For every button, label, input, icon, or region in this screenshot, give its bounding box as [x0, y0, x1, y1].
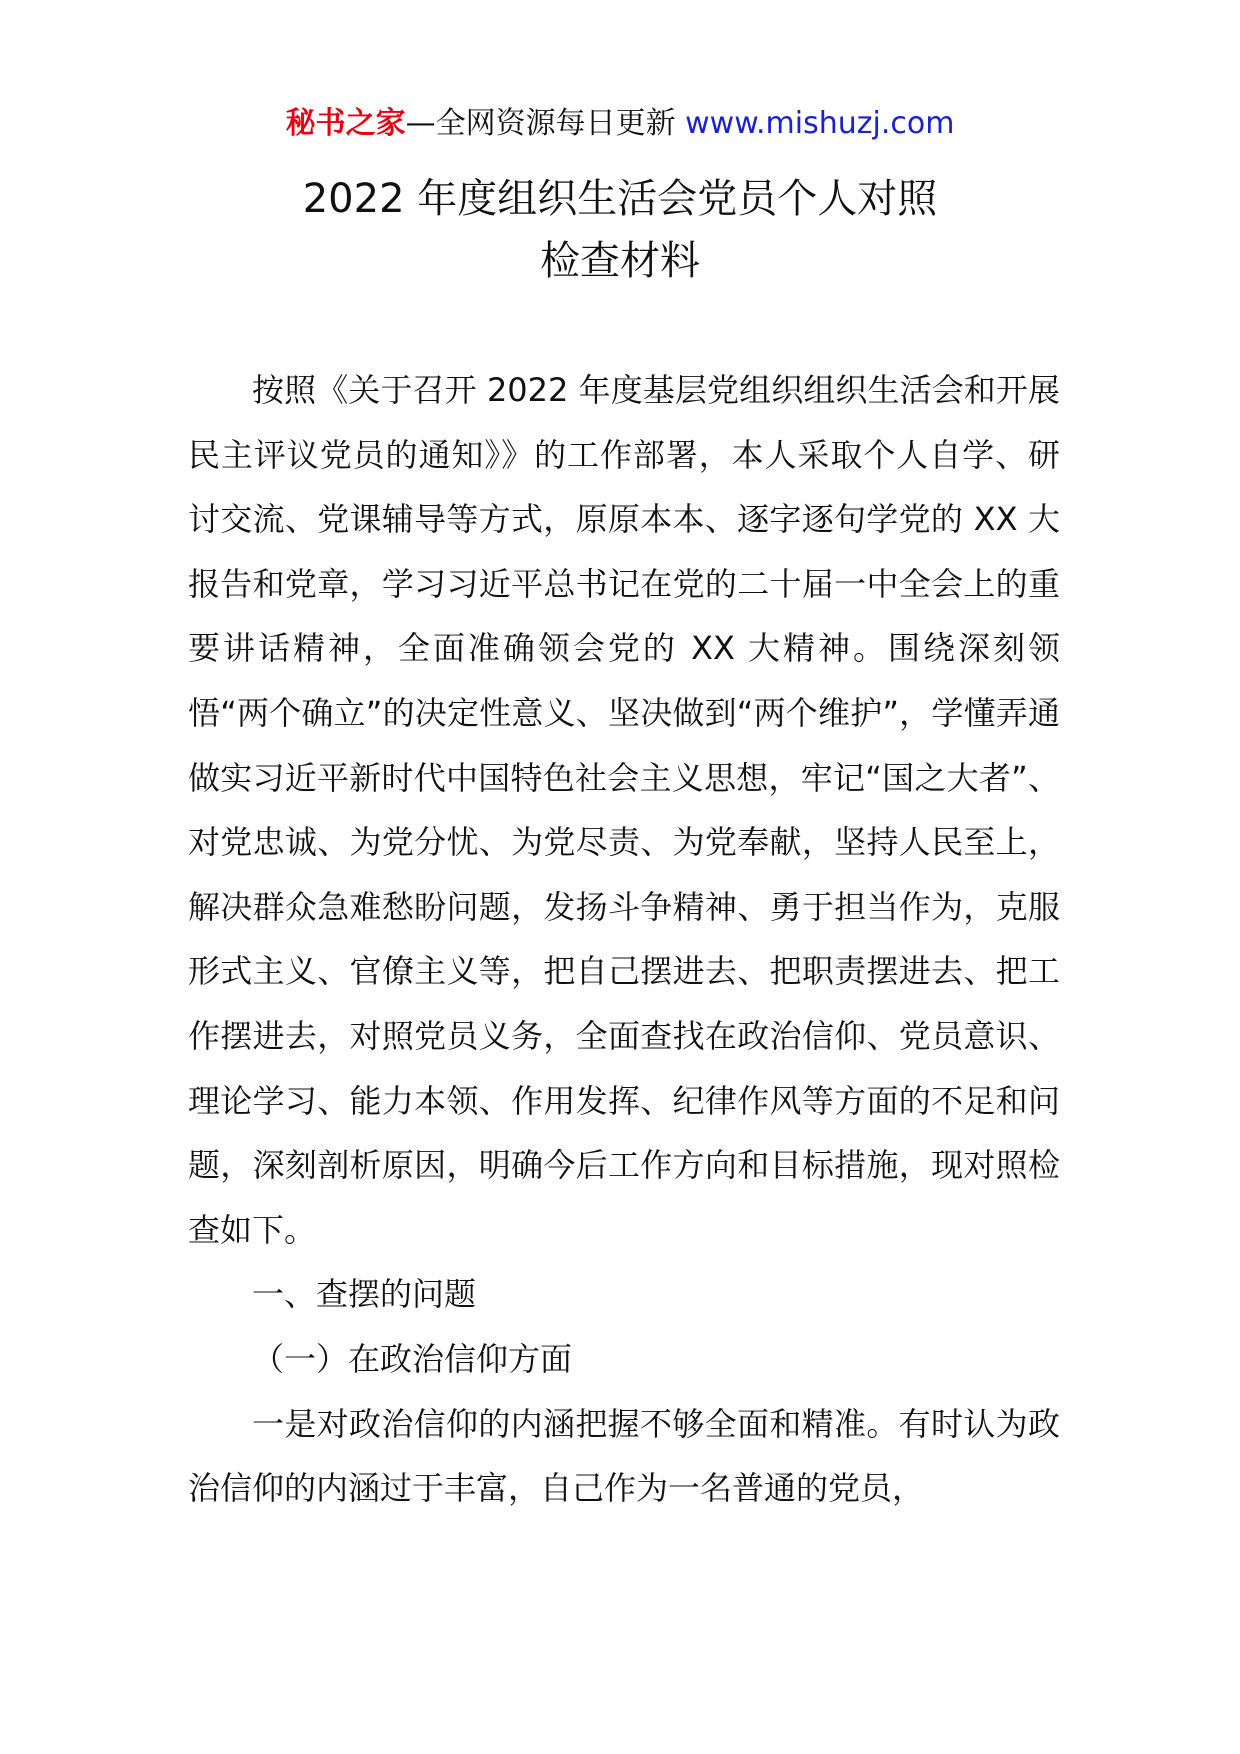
point-paragraph: 一是对政治信仰的内涵把握不够全面和精准。有时认为政治信仰的内涵过于丰富，自己作为一名普通的党员，: [188, 1404, 1060, 1508]
header-url-link[interactable]: www.mishuzj.com: [685, 106, 955, 141]
title-line-2: 检查材料: [540, 238, 700, 284]
site-header: [0, 104, 1240, 144]
brand-name: 秘书之家: [285, 106, 406, 141]
intro-paragraph: 按照《关于召开 2022 年度基层党组织组织生活会和开展民主评议党员的通知》》的工作部署，本人采取个人自学、研讨交流、党课辅导等方式，原原本本、逐字逐句学党的 XX 大报告和党章，学习习近平总书记在党的二十届一中全会上的重要讲话精神，全面准确领会党的 XX 大精神。围绕深刻领悟“两个确立”的决定性意义、坚决做到“两个维护”，学懂弄通做实习近平新时代中国特色社会主义思想，牢记“国之大者”、对党忠诚、为党分忧、为党尽责、为党奉献，坚持人民至上，解决群众急难愁盼问题，发扬斗争精神、勇于担当作为，克服形式主义、官僚主义等，把自己摆进去、把职责摆进去、把工作摆进去，对照党员义务，全面查找在政治信仰、党员意识、理论学习、能力本领、作用发挥、纪律作风等方面的不足和问题，深刻剖析原因，明确今后工作方向和目标措施，现对照检查如下。: [188, 371, 1060, 1249]
header-tagline: —全网资源每日更新: [405, 106, 676, 141]
subsection-heading: （一）在政治信仰方面: [252, 1339, 573, 1378]
document-title: [0, 168, 1240, 292]
title-line-1: 2022 年度组织生活会党员个人对照: [302, 176, 938, 222]
document-body: [188, 358, 1060, 1521]
section-heading: 一、查摆的问题: [252, 1275, 477, 1314]
